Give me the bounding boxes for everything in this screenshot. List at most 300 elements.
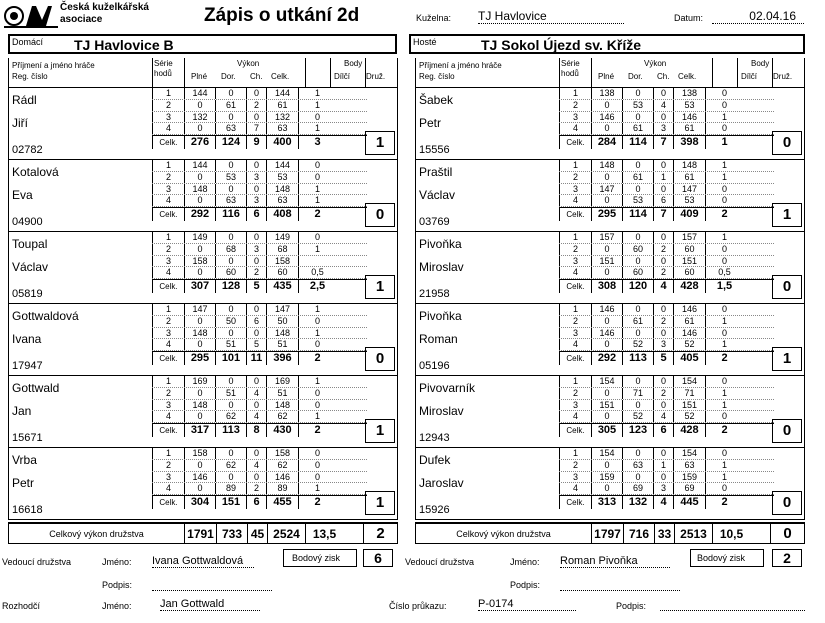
guest-header-body: Body	[751, 59, 770, 68]
home-cell-ch: 4	[246, 388, 266, 399]
home-cell-plne: 0	[184, 100, 215, 111]
guest-cell-serie: 2	[559, 100, 591, 111]
guest-summary-celk: 2513	[674, 524, 712, 544]
home-player-total-row	[152, 207, 367, 221]
guest-cell-ch: 2	[653, 244, 673, 255]
home-series-row	[152, 160, 367, 172]
home-player-points: 1	[365, 275, 395, 299]
guest-total-dilci: 2	[705, 208, 743, 221]
home-total-ch: 8	[246, 424, 266, 437]
home-player-stats	[152, 232, 367, 303]
guest-player-block	[415, 232, 805, 304]
home-cell-ch: 0	[246, 328, 266, 339]
home-player-surname: Vrba	[12, 453, 37, 467]
home-player-total-row	[152, 351, 367, 365]
guest-cell-ch: 4	[653, 100, 673, 111]
home-gain-value: 6	[363, 549, 393, 567]
home-cell-ch: 2	[246, 267, 266, 278]
guest-cell-dor: 0	[622, 328, 653, 339]
home-player-stats	[152, 88, 367, 159]
guest-series-row	[559, 339, 774, 351]
home-total-dor: 101	[215, 352, 246, 365]
home-total-dilci: 3	[298, 136, 336, 149]
home-cell-serie: 3	[152, 184, 184, 195]
home-cell-serie: 2	[152, 244, 184, 255]
home-cell-plne: 158	[184, 448, 215, 459]
guest-player-reg-number: 21958	[419, 288, 450, 300]
guest-cell-plne: 0	[591, 244, 622, 255]
guest-total-dilci: 2	[705, 496, 743, 509]
home-total-celk: 396	[266, 352, 298, 365]
home-cell-plne: 0	[184, 460, 215, 471]
home-header-name: Příjmení a jméno hráče	[12, 61, 95, 70]
guest-cell-plne: 157	[591, 232, 622, 243]
guest-cell-dilci: 0	[705, 100, 743, 111]
home-cell-plne: 0	[184, 483, 215, 494]
guest-cell-serie: 2	[559, 172, 591, 183]
guest-summary-label: Celkový výkon družstva	[456, 529, 551, 539]
guest-cell-celk: 159	[673, 472, 705, 483]
home-series-row	[152, 339, 367, 351]
referee-name-label: Jméno:	[102, 601, 132, 611]
guest-cell-serie: 1	[559, 88, 591, 99]
home-cell-serie: 1	[152, 304, 184, 315]
home-player-stats	[152, 448, 367, 519]
guest-total-ch: 7	[653, 136, 673, 149]
home-total-dilci: 2	[298, 496, 336, 509]
home-cell-dor: 51	[215, 339, 246, 350]
guest-cell-dilci: 0	[705, 195, 743, 206]
organization-line2: asociace	[60, 14, 103, 25]
guest-cell-dilci: 1	[705, 316, 743, 327]
home-leader-label: Vedoucí družstva	[2, 557, 72, 567]
guest-cell-dor: 0	[622, 160, 653, 171]
guest-cell-serie: 1	[559, 232, 591, 243]
guest-cell-dor: 60	[622, 244, 653, 255]
home-header-divider	[152, 58, 153, 88]
home-cell-celk: 53	[266, 172, 298, 183]
guest-cell-plne: 154	[591, 448, 622, 459]
guest-cell-plne: 154	[591, 376, 622, 387]
home-cell-celk: 158	[266, 448, 298, 459]
guest-name-label: Jméno:	[510, 557, 540, 567]
home-cell-dilci: 0	[298, 232, 336, 243]
home-cell-dilci	[298, 256, 336, 267]
guest-cell-dor: 0	[622, 88, 653, 99]
home-cell-serie: 2	[152, 316, 184, 327]
guest-cell-celk: 146	[673, 328, 705, 339]
home-cell-ch: 0	[246, 400, 266, 411]
home-cell-plne: 148	[184, 184, 215, 195]
home-total-celk: 400	[266, 136, 298, 149]
guest-total-plne: 292	[591, 352, 622, 365]
guest-cell-serie: 4	[559, 483, 591, 494]
home-header-plne: Plné	[191, 72, 208, 81]
guest-series-row	[559, 184, 774, 196]
home-series-row	[152, 88, 367, 100]
guest-series-row	[559, 411, 774, 423]
guest-header-reg: Reg. číslo	[419, 72, 455, 81]
guest-player-stats	[559, 376, 774, 447]
guest-cell-dor: 61	[622, 172, 653, 183]
guest-series-row	[559, 172, 774, 184]
guest-total-serie: Celk.	[559, 208, 591, 221]
home-cell-dilci: 0	[298, 316, 336, 327]
guest-cell-serie: 4	[559, 267, 591, 278]
guest-total-celk: 428	[673, 280, 705, 293]
home-cell-ch: 2	[246, 100, 266, 111]
guest-series-row	[559, 244, 774, 256]
guest-player-firstname: Roman	[419, 332, 458, 346]
guest-cell-ch: 0	[653, 160, 673, 171]
guest-player-block	[415, 376, 805, 448]
referee-name-value: Jan Gottwald	[160, 598, 260, 611]
guest-header-dilci: Dílčí	[741, 72, 757, 81]
guest-series-row	[559, 388, 774, 400]
referee-sign-label: Podpis:	[616, 601, 647, 611]
guest-series-row	[559, 328, 774, 340]
home-cell-plne: 0	[184, 267, 215, 278]
home-cell-dor: 0	[215, 88, 246, 99]
home-player-stats	[152, 304, 367, 375]
guest-series-row	[559, 400, 774, 412]
guest-cell-plne: 0	[591, 388, 622, 399]
guest-cell-dor: 52	[622, 411, 653, 422]
guest-column-header	[415, 58, 805, 88]
home-cell-celk: 50	[266, 316, 298, 327]
guest-cell-dor: 0	[622, 184, 653, 195]
home-cell-serie: 4	[152, 123, 184, 134]
guest-cell-serie: 4	[559, 339, 591, 350]
guest-player-firstname: Jaroslav	[419, 476, 464, 490]
guest-player-surname: Dufek	[419, 453, 451, 467]
guest-cell-celk: 60	[673, 244, 705, 255]
datum-label: Datum:	[674, 13, 704, 23]
guest-total-dor: 113	[622, 352, 653, 365]
cka-logo	[2, 2, 60, 30]
home-cell-dilci: 1	[298, 304, 336, 315]
home-player-surname: Gottwaldová	[12, 309, 79, 323]
guest-total-ch: 5	[653, 352, 673, 365]
guest-cell-celk: 146	[673, 304, 705, 315]
home-name-label: Jméno:	[102, 557, 132, 567]
home-cell-dor: 0	[215, 376, 246, 387]
home-series-row	[152, 472, 367, 484]
home-cell-dilci: 0	[298, 400, 336, 411]
guest-cell-plne: 0	[591, 172, 622, 183]
card-number-value: P-0174	[478, 598, 576, 611]
home-cell-plne: 148	[184, 328, 215, 339]
guest-player-stats	[559, 304, 774, 375]
home-cell-dilci: 0	[298, 160, 336, 171]
home-header-body: Body	[344, 59, 363, 68]
guest-leader-label: Vedoucí družstva	[405, 557, 475, 567]
guest-total-serie: Celk.	[559, 352, 591, 365]
home-cell-dor: 89	[215, 483, 246, 494]
home-cell-ch: 0	[246, 448, 266, 459]
home-player-block	[8, 232, 398, 304]
home-series-row	[152, 388, 367, 400]
home-player-reg-number: 05819	[12, 288, 43, 300]
home-player-block	[8, 304, 398, 376]
home-player-total-row	[152, 423, 367, 437]
guest-player-surname: Praštil	[419, 165, 453, 179]
guest-cell-serie: 1	[559, 448, 591, 459]
guest-player-surname: Pivoňka	[419, 237, 462, 251]
home-cell-serie: 4	[152, 339, 184, 350]
home-cell-dilci: 0	[298, 472, 336, 483]
guest-cell-plne: 0	[591, 411, 622, 422]
home-cell-ch: 5	[246, 339, 266, 350]
guest-cell-dor: 0	[622, 232, 653, 243]
home-cell-plne: 0	[184, 388, 215, 399]
guest-cell-plne: 0	[591, 483, 622, 494]
home-player-points: 1	[365, 131, 395, 155]
home-header-divider	[305, 58, 306, 88]
guest-cell-dilci: 1	[705, 460, 743, 471]
home-cell-serie: 4	[152, 195, 184, 206]
guest-cell-serie: 4	[559, 195, 591, 206]
guest-cell-serie: 1	[559, 304, 591, 315]
guest-cell-ch: 0	[653, 472, 673, 483]
guest-cell-plne: 146	[591, 304, 622, 315]
guest-cell-serie: 1	[559, 376, 591, 387]
guest-summary-row	[415, 522, 805, 544]
home-total-plne: 295	[184, 352, 215, 365]
guest-cell-celk: 60	[673, 267, 705, 278]
guest-player-firstname: Miroslav	[419, 260, 464, 274]
guest-cell-ch: 3	[653, 123, 673, 134]
guest-cell-ch: 0	[653, 232, 673, 243]
home-total-dor: 116	[215, 208, 246, 221]
home-series-row	[152, 123, 367, 135]
home-cell-celk: 51	[266, 388, 298, 399]
guest-team-bar	[409, 34, 805, 54]
guest-cell-serie: 3	[559, 112, 591, 123]
guest-cell-plne: 146	[591, 328, 622, 339]
home-total-celk: 408	[266, 208, 298, 221]
guest-cell-celk: 61	[673, 172, 705, 183]
guest-total-dilci: 2	[705, 424, 743, 437]
home-cell-serie: 3	[152, 112, 184, 123]
guest-cell-ch: 0	[653, 256, 673, 267]
guest-cell-ch: 3	[653, 339, 673, 350]
guest-cell-dor: 52	[622, 339, 653, 350]
guest-cell-celk: 61	[673, 316, 705, 327]
guest-header-divider	[591, 58, 592, 88]
home-team-bar	[8, 34, 397, 54]
home-total-celk: 435	[266, 280, 298, 293]
home-cell-celk: 158	[266, 256, 298, 267]
home-cell-dilci: 0	[298, 339, 336, 350]
home-series-row	[152, 195, 367, 207]
guest-cell-dilci: 0	[705, 256, 743, 267]
home-total-serie: Celk.	[152, 136, 184, 149]
guest-cell-celk: 146	[673, 112, 705, 123]
home-cell-serie: 4	[152, 483, 184, 494]
guest-player-firstname: Miroslav	[419, 404, 464, 418]
guest-player-points: 1	[772, 203, 802, 227]
home-player-firstname: Václav	[12, 260, 49, 274]
home-cell-celk: 68	[266, 244, 298, 255]
guest-series-row	[559, 112, 774, 124]
home-cell-ch: 0	[246, 88, 266, 99]
home-cell-dor: 0	[215, 328, 246, 339]
guest-cell-ch: 0	[653, 400, 673, 411]
home-cell-dilci: 1	[298, 483, 336, 494]
home-player-surname: Rádl	[12, 93, 37, 107]
guest-total-plne: 313	[591, 496, 622, 509]
home-total-dilci: 2,5	[298, 280, 336, 293]
guest-player-stats	[559, 88, 774, 159]
guest-cell-plne: 0	[591, 460, 622, 471]
home-cell-serie: 1	[152, 376, 184, 387]
guest-cell-celk: 63	[673, 460, 705, 471]
home-total-ch: 6	[246, 208, 266, 221]
guest-cell-ch: 0	[653, 328, 673, 339]
guest-header-ch: Ch.	[657, 72, 670, 81]
guest-total-celk: 445	[673, 496, 705, 509]
home-cell-celk: 132	[266, 112, 298, 123]
home-total-dilci: 2	[298, 424, 336, 437]
home-cell-dilci: 1	[298, 328, 336, 339]
home-player-block	[8, 448, 398, 520]
guest-sign-label: Podpis:	[510, 580, 541, 590]
home-cell-dilci: 1	[298, 100, 336, 111]
home-cell-ch: 3	[246, 244, 266, 255]
guest-cell-serie: 2	[559, 244, 591, 255]
home-cell-plne: 149	[184, 232, 215, 243]
guest-cell-celk: 53	[673, 100, 705, 111]
home-cell-celk: 148	[266, 328, 298, 339]
home-cell-dor: 0	[215, 112, 246, 123]
home-cell-plne: 146	[184, 472, 215, 483]
guest-team-name: TJ Sokol Újezd sv. Kříže	[481, 37, 642, 53]
home-header-celk: Celk.	[271, 72, 290, 81]
home-cell-plne: 144	[184, 88, 215, 99]
home-total-dor: 151	[215, 496, 246, 509]
guest-series-row	[559, 483, 774, 495]
guest-cell-serie: 3	[559, 472, 591, 483]
home-player-firstname: Petr	[12, 476, 35, 490]
guest-total-plne: 305	[591, 424, 622, 437]
guest-series-row	[559, 472, 774, 484]
home-total-celk: 430	[266, 424, 298, 437]
guest-cell-ch: 0	[653, 88, 673, 99]
home-player-block	[8, 160, 398, 232]
guest-cell-serie: 1	[559, 160, 591, 171]
guest-total-dilci: 1,5	[705, 280, 743, 293]
home-header-divider	[184, 58, 185, 88]
guest-series-row	[559, 304, 774, 316]
home-cell-celk: 61	[266, 100, 298, 111]
guest-cell-celk: 147	[673, 184, 705, 195]
guest-cell-serie: 2	[559, 316, 591, 327]
guest-total-plne: 295	[591, 208, 622, 221]
guest-cell-ch: 2	[653, 267, 673, 278]
guest-series-row	[559, 232, 774, 244]
guest-cell-celk: 69	[673, 483, 705, 494]
home-cell-plne: 148	[184, 400, 215, 411]
guest-panel	[415, 58, 805, 520]
home-cell-dor: 0	[215, 160, 246, 171]
home-total-ch: 9	[246, 136, 266, 149]
guest-cell-dor: 61	[622, 123, 653, 134]
guest-cell-celk: 157	[673, 232, 705, 243]
guest-total-dilci: 2	[705, 352, 743, 365]
home-header-dor: Dor.	[221, 72, 236, 81]
home-cell-celk: 148	[266, 400, 298, 411]
guest-cell-plne: 0	[591, 339, 622, 350]
home-total-plne: 292	[184, 208, 215, 221]
guest-player-points: 0	[772, 491, 802, 515]
guest-player-surname: Šabek	[419, 93, 454, 107]
guest-cell-dilci: 1	[705, 112, 743, 123]
home-series-row	[152, 400, 367, 412]
home-series-row	[152, 376, 367, 388]
guest-cell-celk: 151	[673, 400, 705, 411]
home-series-row	[152, 100, 367, 112]
home-cell-dor: 62	[215, 460, 246, 471]
guest-total-ch: 4	[653, 280, 673, 293]
guest-player-block	[415, 88, 805, 160]
guest-sign-line	[560, 578, 680, 591]
guest-player-total-row	[559, 135, 774, 149]
home-cell-dilci: 0	[298, 448, 336, 459]
guest-series-row	[559, 100, 774, 112]
referee-label: Rozhodčí	[2, 601, 41, 611]
guest-cell-dilci: 0	[705, 244, 743, 255]
guest-total-plne: 308	[591, 280, 622, 293]
guest-cell-dor: 71	[622, 388, 653, 399]
guest-cell-plne: 151	[591, 400, 622, 411]
guest-cell-plne: 151	[591, 256, 622, 267]
guest-cell-dilci: 0,5	[705, 267, 743, 278]
guest-cell-dor: 0	[622, 256, 653, 267]
guest-cell-celk: 151	[673, 256, 705, 267]
guest-cell-celk: 154	[673, 376, 705, 387]
home-series-row	[152, 483, 367, 495]
guest-total-celk: 428	[673, 424, 705, 437]
home-cell-celk: 60	[266, 267, 298, 278]
home-cell-dor: 61	[215, 100, 246, 111]
home-player-total-row	[152, 279, 367, 293]
home-cell-celk: 62	[266, 411, 298, 422]
guest-gain-value: 2	[772, 549, 802, 567]
home-cell-plne: 0	[184, 316, 215, 327]
guest-player-reg-number: 12943	[419, 432, 450, 444]
home-player-firstname: Jan	[12, 404, 32, 418]
guest-total-ch: 4	[653, 496, 673, 509]
home-cell-dilci: 1	[298, 123, 336, 134]
home-player-stats	[152, 376, 367, 447]
guest-total-serie: Celk.	[559, 424, 591, 437]
guest-player-surname: Pivoňka	[419, 309, 462, 323]
home-cell-plne: 0	[184, 172, 215, 183]
home-cell-celk: 144	[266, 88, 298, 99]
guest-player-reg-number: 15926	[419, 504, 450, 516]
guest-cell-plne: 147	[591, 184, 622, 195]
guest-cell-serie: 4	[559, 411, 591, 422]
guest-player-total-row	[559, 207, 774, 221]
home-cell-celk: 146	[266, 472, 298, 483]
home-player-points: 0	[365, 203, 395, 227]
home-series-row	[152, 328, 367, 340]
home-player-firstname: Eva	[12, 188, 33, 202]
home-cell-plne: 144	[184, 160, 215, 171]
home-total-celk: 455	[266, 496, 298, 509]
guest-cell-ch: 4	[653, 411, 673, 422]
